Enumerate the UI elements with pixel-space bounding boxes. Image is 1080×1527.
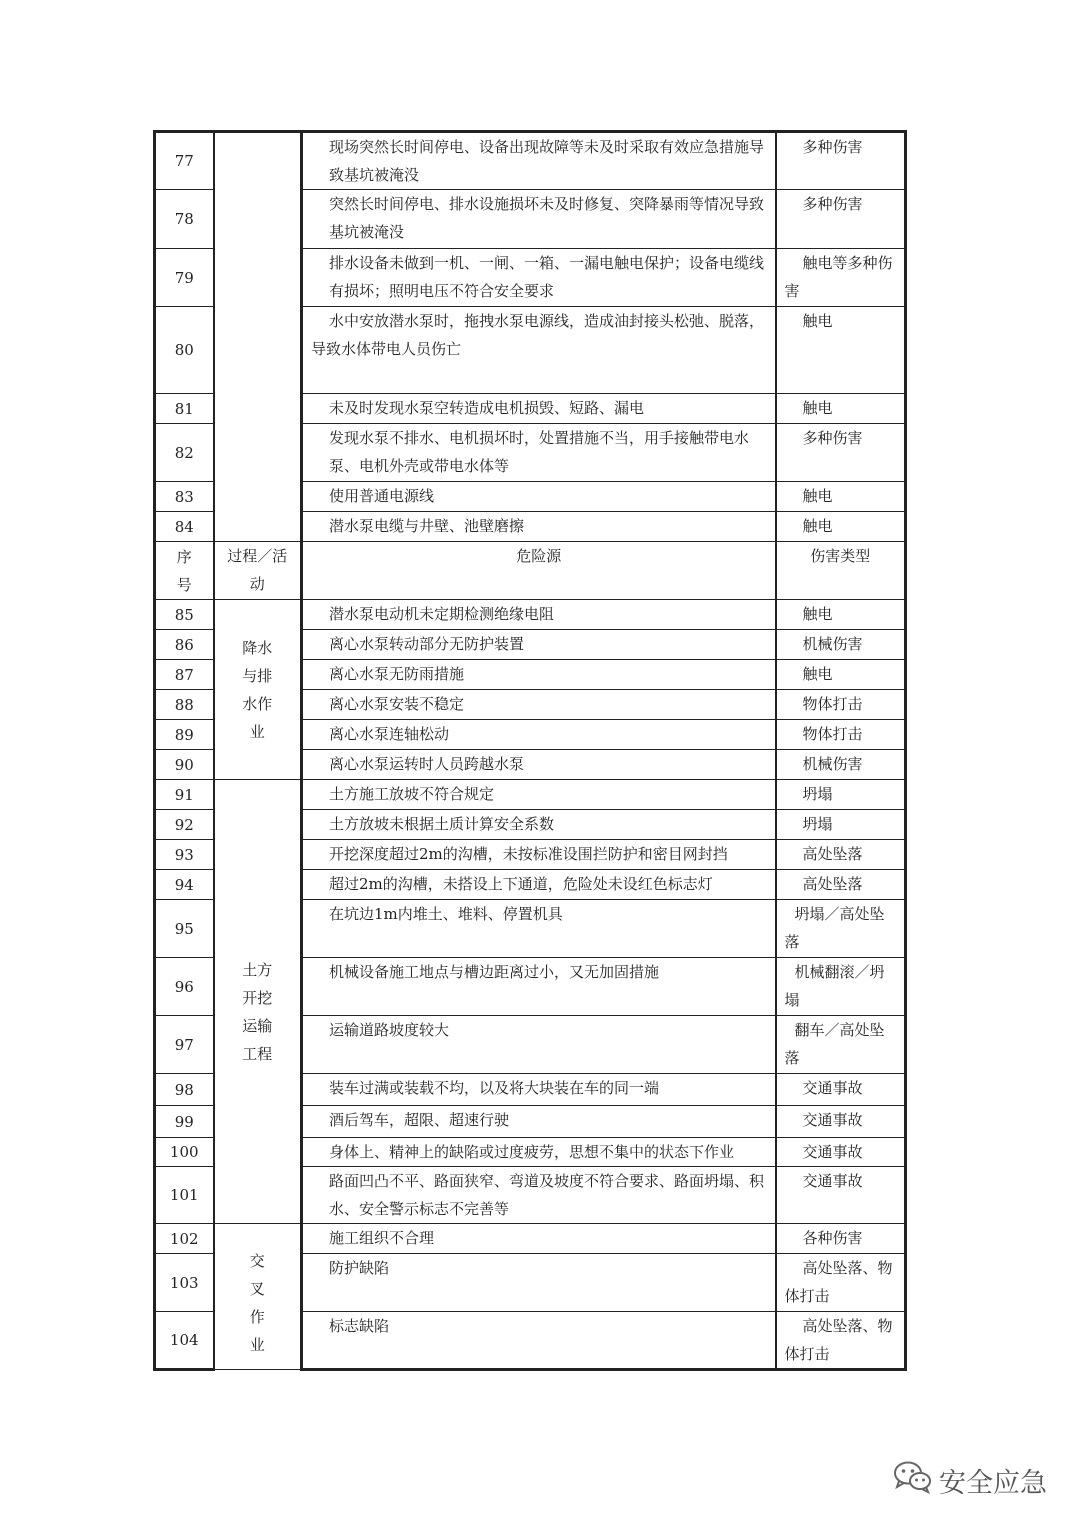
row-number: 82 (155, 424, 214, 482)
hazard-cell: 装车过满或装载不均，以及将大块装在车的同一端 (302, 1074, 776, 1106)
hazard-cell (302, 307, 776, 394)
injury-cell: 各种伤害 (776, 1224, 906, 1254)
process-line: 业 (249, 1335, 265, 1354)
header-process: 过程／活动 (214, 542, 302, 600)
process-line: 水作 (242, 694, 273, 713)
hazard-cell: 酒后驾车，超限、超速行驶 (302, 1106, 776, 1138)
row-number: 96 (155, 958, 214, 1016)
table-row (155, 132, 906, 190)
hazard-cell: 超过2m的沟槽，未搭设上下通道，危险处未设红色标志灯 (302, 870, 776, 900)
watermark-text: 安全应急 (939, 1467, 1047, 1499)
hazard-cell: 土方放坡未根据土质计算安全系数 (302, 810, 776, 840)
row-number: 79 (155, 249, 214, 307)
hazard-cell: 身体上、精神上的缺陷或过度疲劳，思想不集中的状态下作业 (302, 1138, 776, 1167)
injury-cell: 触电等多种伤害 (776, 249, 906, 307)
row-number: 88 (155, 690, 214, 720)
injury-cell: 坍塌／高处坠落 (776, 900, 906, 958)
row-number: 86 (155, 630, 214, 660)
hazard-cell: 离心水泵安装不稳定 (302, 690, 776, 720)
process-line: 运输 (242, 1016, 273, 1035)
hazard-cell: 现场突然长时间停电、设备出现故障等未及时采取有效应急措施导致基坑被淹没 (302, 132, 776, 190)
hazard-cell: 未及时发现水泵空转造成电机损毁、短路、漏电 (302, 394, 776, 424)
injury-cell: 高处坠落、物体打击 (776, 1312, 906, 1370)
hazard-cell: 离心水泵运转时人员跨越水泵 (302, 750, 776, 780)
row-number: 89 (155, 720, 214, 750)
hazard-cell: 发现水泵不排水、电机损坏时，处置措施不当，用手接触带电水泵、电机外壳或带电水体等 (302, 424, 776, 482)
row-number: 78 (155, 190, 214, 249)
hazard-cell: 路面凹凸不平、路面狭窄、弯道及坡度不符合要求、路面坍塌、积水、安全警示标志不完善等 (302, 1167, 776, 1224)
hazard-cell: 在坑边1m内堆土、堆料、停置机具 (302, 900, 776, 958)
hazard-cell: 施工组织不合理 (302, 1224, 776, 1254)
row-number: 92 (155, 810, 214, 840)
row-number: 93 (155, 840, 214, 870)
injury-cell: 触电 (776, 600, 906, 630)
injury-cell: 高处坠落 (776, 870, 906, 900)
process-line: 与排 (242, 666, 273, 685)
watermark (893, 1462, 1047, 1498)
hazard-cell: 潜水泵电动机未定期检测绝缘电阻 (302, 600, 776, 630)
hazard-cell: 机械设备施工地点与槽边距离过小，又无加固措施 (302, 958, 776, 1016)
process-line: 土方 (242, 960, 273, 979)
injury-cell: 交通事故 (776, 1167, 906, 1224)
header-injury: 伤害类型 (776, 542, 906, 600)
process-line: 业 (249, 722, 265, 741)
row-number: 103 (155, 1254, 214, 1312)
hazard-line: 水中安放潜水泵时，拖拽水泵电源线，造成油封接头松弛、脱落， (329, 312, 765, 330)
hazard-cell: 标志缺陷 (302, 1312, 776, 1370)
injury-cell: 高处坠落 (776, 840, 906, 870)
row-number: 85 (155, 600, 214, 630)
hazard-cell: 运输道路坡度较大 (302, 1016, 776, 1074)
row-number: 104 (155, 1312, 214, 1370)
hazard-cell: 突然长时间停电、排水设施损坏未及时修复、突降暴雨等情况导致基坑被淹没 (302, 190, 776, 249)
row-number: 97 (155, 1016, 214, 1074)
row-number: 95 (155, 900, 214, 958)
process-cell (214, 780, 302, 1224)
process-cell (214, 1224, 302, 1370)
hazard-line: 导致水体带电人员伤亡 (311, 340, 462, 358)
header-number: 序号 (155, 542, 214, 600)
injury-cell: 机械伤害 (776, 750, 906, 780)
injury-cell: 多种伤害 (776, 132, 906, 190)
injury-cell: 坍塌 (776, 810, 906, 840)
injury-cell: 触电 (776, 307, 906, 394)
process-line: 降水 (242, 638, 273, 657)
row-number: 101 (155, 1167, 214, 1224)
table-row (155, 600, 906, 630)
hazard-table (153, 130, 907, 1371)
row-number: 94 (155, 870, 214, 900)
process-cell (214, 600, 302, 780)
row-number: 81 (155, 394, 214, 424)
injury-cell: 坍塌 (776, 780, 906, 810)
hazard-cell: 开挖深度超过2m的沟槽，未按标准设围拦防护和密目网封挡 (302, 840, 776, 870)
row-number: 102 (155, 1224, 214, 1254)
process-line: 工程 (242, 1044, 273, 1063)
process-line: 叉 (249, 1279, 265, 1298)
row-number: 99 (155, 1106, 214, 1138)
injury-cell: 机械伤害 (776, 630, 906, 660)
hazard-cell: 离心水泵转动部分无防护装置 (302, 630, 776, 660)
row-number: 98 (155, 1074, 214, 1106)
process-cell-empty (214, 132, 302, 542)
injury-cell: 触电 (776, 660, 906, 690)
row-number: 100 (155, 1138, 214, 1167)
hazard-cell: 潜水泵电缆与井壁、池壁磨擦 (302, 512, 776, 542)
hazard-cell: 防护缺陷 (302, 1254, 776, 1312)
injury-cell: 触电 (776, 512, 906, 542)
injury-cell: 触电 (776, 394, 906, 424)
hazard-cell: 离心水泵无防雨措施 (302, 660, 776, 690)
injury-cell: 多种伤害 (776, 190, 906, 249)
table-row (155, 780, 906, 810)
table-header-row (155, 542, 906, 600)
process-line: 交 (249, 1251, 265, 1270)
row-number: 87 (155, 660, 214, 690)
injury-cell: 交通事故 (776, 1074, 906, 1106)
table-row (155, 1224, 906, 1254)
injury-cell: 机械翻滚／坍塌 (776, 958, 906, 1016)
row-number: 90 (155, 750, 214, 780)
process-line: 开挖 (242, 988, 273, 1007)
row-number: 83 (155, 482, 214, 512)
injury-cell: 高处坠落、物体打击 (776, 1254, 906, 1312)
injury-cell: 触电 (776, 482, 906, 512)
hazard-cell: 离心水泵连轴松动 (302, 720, 776, 750)
wechat-icon (893, 1460, 939, 1501)
row-number: 80 (155, 307, 214, 394)
row-number: 77 (155, 132, 214, 190)
process-line: 作 (249, 1307, 265, 1326)
injury-cell: 物体打击 (776, 720, 906, 750)
row-number: 84 (155, 512, 214, 542)
injury-cell: 交通事故 (776, 1106, 906, 1138)
hazard-cell: 土方施工放坡不符合规定 (302, 780, 776, 810)
hazard-cell: 使用普通电源线 (302, 482, 776, 512)
injury-cell: 交通事故 (776, 1138, 906, 1167)
injury-cell: 翻车／高处坠落 (776, 1016, 906, 1074)
injury-cell: 物体打击 (776, 690, 906, 720)
injury-cell: 多种伤害 (776, 424, 906, 482)
header-hazard: 危险源 (302, 542, 776, 600)
row-number: 91 (155, 780, 214, 810)
hazard-cell: 排水设备未做到一机、一闸、一箱、一漏电触电保护；设备电缆线有损坏；照明电压不符合安全要求 (302, 249, 776, 307)
